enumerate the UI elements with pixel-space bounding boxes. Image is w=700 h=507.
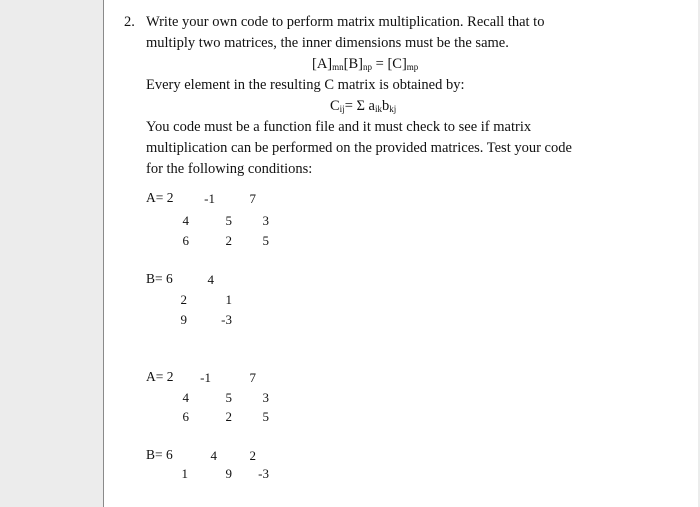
- formula-c: C: [330, 98, 340, 114]
- matrix-b1-cell: -3: [221, 312, 232, 327]
- matrix-a2-cell: 5: [225, 390, 232, 405]
- matrix-a1-cell: 6: [182, 233, 189, 248]
- formula-b: b: [382, 98, 390, 114]
- problem-line-1: Write your own code to perform matrix multiplication. Recall that to: [146, 14, 545, 30]
- matrix-b1-cell: 4: [207, 272, 214, 287]
- matrix-a2-cell: 3: [262, 390, 269, 405]
- matrix-b2-cell: 9: [225, 466, 232, 481]
- problem-line-4: You code must be a function file and it must check to see if matrix: [146, 119, 532, 135]
- eq-c: [C]: [387, 56, 407, 72]
- formula-b-sub: kj: [389, 104, 397, 114]
- matrix-a2-label: A= 2: [146, 369, 174, 384]
- eq-b-sub: np: [363, 62, 372, 72]
- formula-sum: = Σ a: [344, 98, 375, 114]
- problem-line-6: for the following conditions:: [146, 161, 313, 177]
- formula-c-sub: ij: [339, 104, 345, 114]
- matrix-a2-cell: 4: [182, 390, 189, 405]
- matrix-a1-label: A= 2: [146, 190, 174, 205]
- matrix-a1-cell: -1: [204, 191, 215, 206]
- problem-number: 2.: [124, 14, 135, 30]
- matrix-a2-cell: 6: [182, 409, 189, 424]
- eq-a-sub: mn: [332, 62, 344, 72]
- matrix-a1-cell: 4: [182, 213, 189, 228]
- problem-line-5: multiplication can be performed on the provided matrices. Test your code: [146, 140, 572, 156]
- matrix-b2-label: B= 6: [146, 447, 173, 462]
- matrix-a1-cell: 7: [249, 191, 256, 206]
- eq-c-sub: mp: [406, 62, 419, 72]
- matrix-b1-label: B= 6: [146, 271, 173, 286]
- dimension-equation: [312, 55, 418, 76]
- eq-b: [B]: [343, 56, 363, 72]
- matrix-b1-cell: 1: [225, 292, 232, 307]
- matrix-a1-cell: 5: [225, 213, 232, 228]
- eq-equals: =: [372, 56, 388, 72]
- matrix-b1-cell: 9: [180, 312, 187, 327]
- matrix-a2-cell: 2: [225, 409, 232, 424]
- matrix-a1-cell: 2: [225, 233, 232, 248]
- matrix-a2-cell: -1: [200, 370, 211, 385]
- matrix-a1-cell: 3: [262, 213, 269, 228]
- matrix-a1-cell: 5: [262, 233, 269, 248]
- eq-a: [A]: [312, 56, 333, 72]
- matrix-b2-cell: 2: [249, 448, 256, 463]
- matrix-b2-cell: 1: [181, 466, 188, 481]
- formula-a-sub: ik: [375, 104, 383, 114]
- problem-line-2: multiply two matrices, the inner dimensions must be the same.: [146, 35, 509, 51]
- matrix-a2-cell: 7: [249, 370, 256, 385]
- problem-line-3: Every element in the resulting C matrix is obtained by:: [146, 77, 465, 93]
- matrix-b2-cell: -3: [258, 466, 269, 481]
- matrix-a2-cell: 5: [262, 409, 269, 424]
- element-formula: [330, 97, 396, 118]
- matrix-b1-cell: 2: [180, 292, 187, 307]
- matrix-b2-cell: 4: [210, 448, 217, 463]
